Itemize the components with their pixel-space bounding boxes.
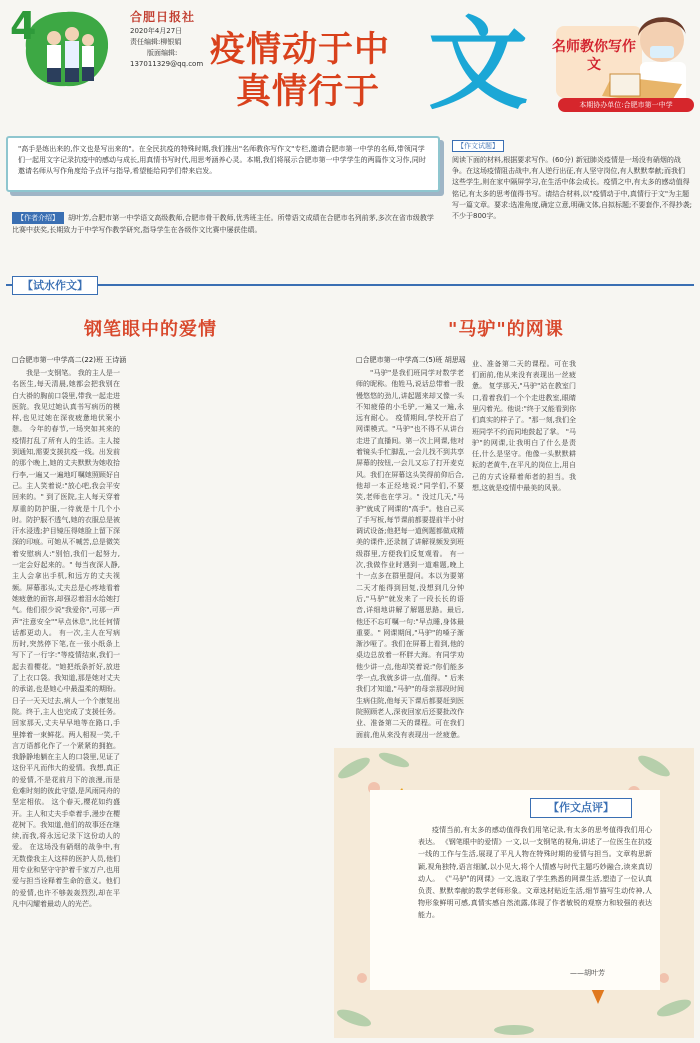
designer-name: 版面编辑: (147, 49, 178, 57)
page-title-line-1: 疫情动于中 (210, 30, 391, 70)
page-title-line-2: 真情行于 (236, 72, 381, 112)
essay-2-body (356, 368, 464, 738)
page-title-big-character: 文 (428, 6, 528, 123)
comment-body: 疫情当前,有太多的感动值得我们用笔记录,有太多的思考值得我们用心表达。 《钢笔眼中的爱情》一文,以一支钢笔的视角,讲述了一位医生在抗疫一线的工作与生活,展现了平凡人物在特殊时期的爱情与担当。文章构思新颖,视角独特,语言细腻,以小见大,将个人情感与时代主题巧妙融合,读来真切动人。 《"马驴"的网课》一文,选取了学生熟悉的网课生活,塑造了一位认真负责、默默奉献的数学老师形象。文章选材贴近生活,细节描写生动传神,人物形象鲜明可感,真情实感自然流露,体现了作者敏锐的观察力和较强的表达能力。 (418, 826, 652, 920)
issue-date: 2020年4月27日 (130, 27, 183, 35)
newspaper-name: 合肥日报社 (130, 10, 196, 24)
essay-2-body-column-3 (584, 356, 692, 738)
column-introduction: "高手是练出来的,作文也是写出来的"。在全民抗疫的特殊时期,我们推出"名师教你写作文"专栏,邀请合肥市第一中学的名师,带领同学们一起用文字记录抗疫中的感动与成长,用真情书写时代,用思考涵养心灵。本期,我们将展示合肥市第一中学学生的两篇作文习作,同时邀请名师从写作角度给予点评与指导,希望能给同学们带来启发。 (6, 136, 440, 192)
essay-1-title: 钢笔眼中的爱情 (84, 319, 217, 340)
section-divider (6, 284, 694, 286)
comment-signature: ——胡叶芳 (570, 969, 605, 977)
author-introduction: 胡叶芳,合肥市第一中学语文高级教师,合肥市骨干教师,优秀班主任。所带语文成绩在合肥市名列前茅,多次在省市级教学比赛中获奖,长期致力于中学写作教学研究,指导学生在各级作文比赛中屡获佳绩。 (12, 214, 434, 234)
essay-2-text: "马驴"是我们班同学对数学老师的昵称。他姓马,说话总带着一股慢悠悠的劲儿,讲起题来却又像一头不知疲倦的小毛驴,一遍又一遍,永远有耐心。 疫情期间,学校开启了网课模式。"马驴"也不得不从讲台走进了直播间。第一次上网课,他对着镜头手忙脚乱,一会儿找不到共享屏幕的按钮,一会儿又忘了打开麦克风。我们在屏幕这头笑得前仰后合,他却一本正经地说:"同学们,不要笑,老师也在学习。" 没过几天,"马驴"就成了网课的"高手"。他自己买了手写板,每节课前都要提前半小时调试设备;他把每一道例题都做成精美的课件,还录制了讲解视频发到班级群里,方便我们反复观看。 有一次,我做作业时遇到一道难题,晚上十一点多在群里提问。本以为要第二天才能得到回复,没想到几分钟后,"马驴"就发来了一段长长的语音,详细地讲解了解题思路。最后,他还不忘叮嘱一句:"早点睡,身体最重要。" 网课期间,"马驴"的嗓子渐渐沙哑了。我们在屏幕上看到,他的桌边总放着一杯胖大海。有同学劝他少讲一点,他却笑着说:"你们能多学一点,我就多讲一点,值得。" 后来我们才知道,"马驴"的母亲那段时间生病住院,他每天下课后都要赶到医院照顾老人,深夜回家后还要批改作业、准备第二天的课程。可在我们面前,他从来没有表现出一丝疲惫。 (356, 369, 464, 738)
column-title: 名师教你写作文 (552, 39, 636, 73)
page-number: 4 (10, 4, 37, 48)
author-introduction-tag: 【作者介绍】 (12, 212, 64, 224)
essay-prompt: 阅读下面的材料,根据要求写作。(60分) 新冠肺炎疫情是一场没有硝烟的战争。在这场疫情阻击战中,有人逆行出征,有人坚守岗位,有人默默奉献;而我们这些学生,则在家中隔屏学习,在生活中体会成长。疫情之中,有太多的感动值得铭记,有太多的思考值得书写。请结合材料,以"疫情动于中,真情行于文"为主题写一篇文章。要求:选准角度,确定立意,明确文体,自拟标题;不要套作,不得抄袭;不少于800字。 (452, 156, 692, 221)
editor-name: 责任编辑:柳银娟 (130, 38, 182, 46)
essay-2-title: "马驴"的网课 (448, 319, 564, 340)
essay-2-byline: □合肥市第一中学高二(5)班 胡思瑶 (356, 356, 466, 364)
essay-1-text: 我是一支钢笔。 我的主人是一名医生,每天清晨,她都会把我别在白大褂的胸前口袋里,带我一起走进医院。我见过她认真书写病历的模样,也见过她在深夜疲惫地伏案小憩。 今年的春节,一场突如其来的疫情打乱了所有人的生活。主人接到通知,需要支援抗疫一线。出发前的那个晚上,她的丈夫默默为她收拾行李,一遍又一遍地叮嘱她照顾好自己。主人笑着说:"放心吧,我会平安回来的。" 到了医院,主人每天穿着厚重的防护服,一待就是十几个小时。防护服不透气,她的衣服总是被汗水浸透;护目镜压得她脸上留下深深的印痕。可她从不喊苦,总是微笑着安慰病人:"别怕,我们一起努力,一定会好起来的。" 每当夜深人静,主人会拿出手机,和远方的丈夫视频。屏幕那头,丈夫总是心疼地看着她疲惫的面容,却强忍着泪水给她打气。他们很少说"我爱你",可那一声声"注意安全""早点休息",比任何情话都更动人。 有一次,主人在写病历时,突然停下笔,在一张小纸条上写下了一行字:"等疫情结束,我们一起去看樱花。"她把纸条折好,放进了上衣口袋。我知道,那是她对丈夫的承诺,也是她心中最温柔的期盼。 日子一天天过去,病人一个个康复出院。终于,主人也完成了支援任务。回家那天,丈夫早早地等在路口,手里捧着一束鲜花。两人相视一笑,千言万语都化作了一个紧紧的拥抱。 我静静地躺在主人的口袋里,见证了这份平凡而伟大的爱情。我想,真正的爱情,不是花前月下的浪漫,而是危难时刻的彼此守望,是风雨同舟的坚定相依。 这个春天,樱花如约盛开。主人和丈夫手牵着手,漫步在樱花树下。我知道,他们的故事还在继续,而我,将永远记录下这份动人的爱。 在这场没有硝烟的战争中,有无数像我主人这样的医护人员,他们用专业和坚守守护着千家万户,也用爱与担当诠释着生命的意义。他们的爱情,也许不够轰轰烈烈,却在平凡中闪耀着最动人的光芒。 (12, 369, 120, 908)
comment-text (418, 824, 652, 984)
essay-1-body-column-3 (244, 356, 344, 1036)
comment-label: 【作文点评】 (530, 798, 632, 818)
essay-2-body-column-2 (472, 356, 576, 738)
essay-1-body-column-2 (128, 356, 236, 1036)
essay-1-body (12, 368, 120, 1036)
contact-email: 137011329@qq.com (130, 60, 204, 68)
column-cosponsor: 本期协办单位:合肥市第一中学 (558, 98, 694, 112)
section-label: 【试水作文】 (12, 276, 98, 295)
essay-1-byline: □合肥市第一中学高二(22)班 王诗涵 (12, 356, 127, 364)
essay-2-text-continued: 业、准备第二天的课程。可在我们面前,他从来没有表现出一丝疲惫。 复学那天,"马驴"站在教室门口,看着我们一个个走进教室,眼睛里闪着光。他说:"终于又能看到你们真实的样子了。"那一刻,我们全班同学不约而同地鼓起了掌。 "马驴"的网课,让我明白了什么是责任,什么是坚守。他像一头默默耕耘的老黄牛,在平凡的岗位上,用自己的方式诠释着师者的担当。我想,这就是疫情中最美的风景。 (472, 359, 576, 493)
essay-prompt-tag: 【作文试题】 (452, 140, 504, 152)
